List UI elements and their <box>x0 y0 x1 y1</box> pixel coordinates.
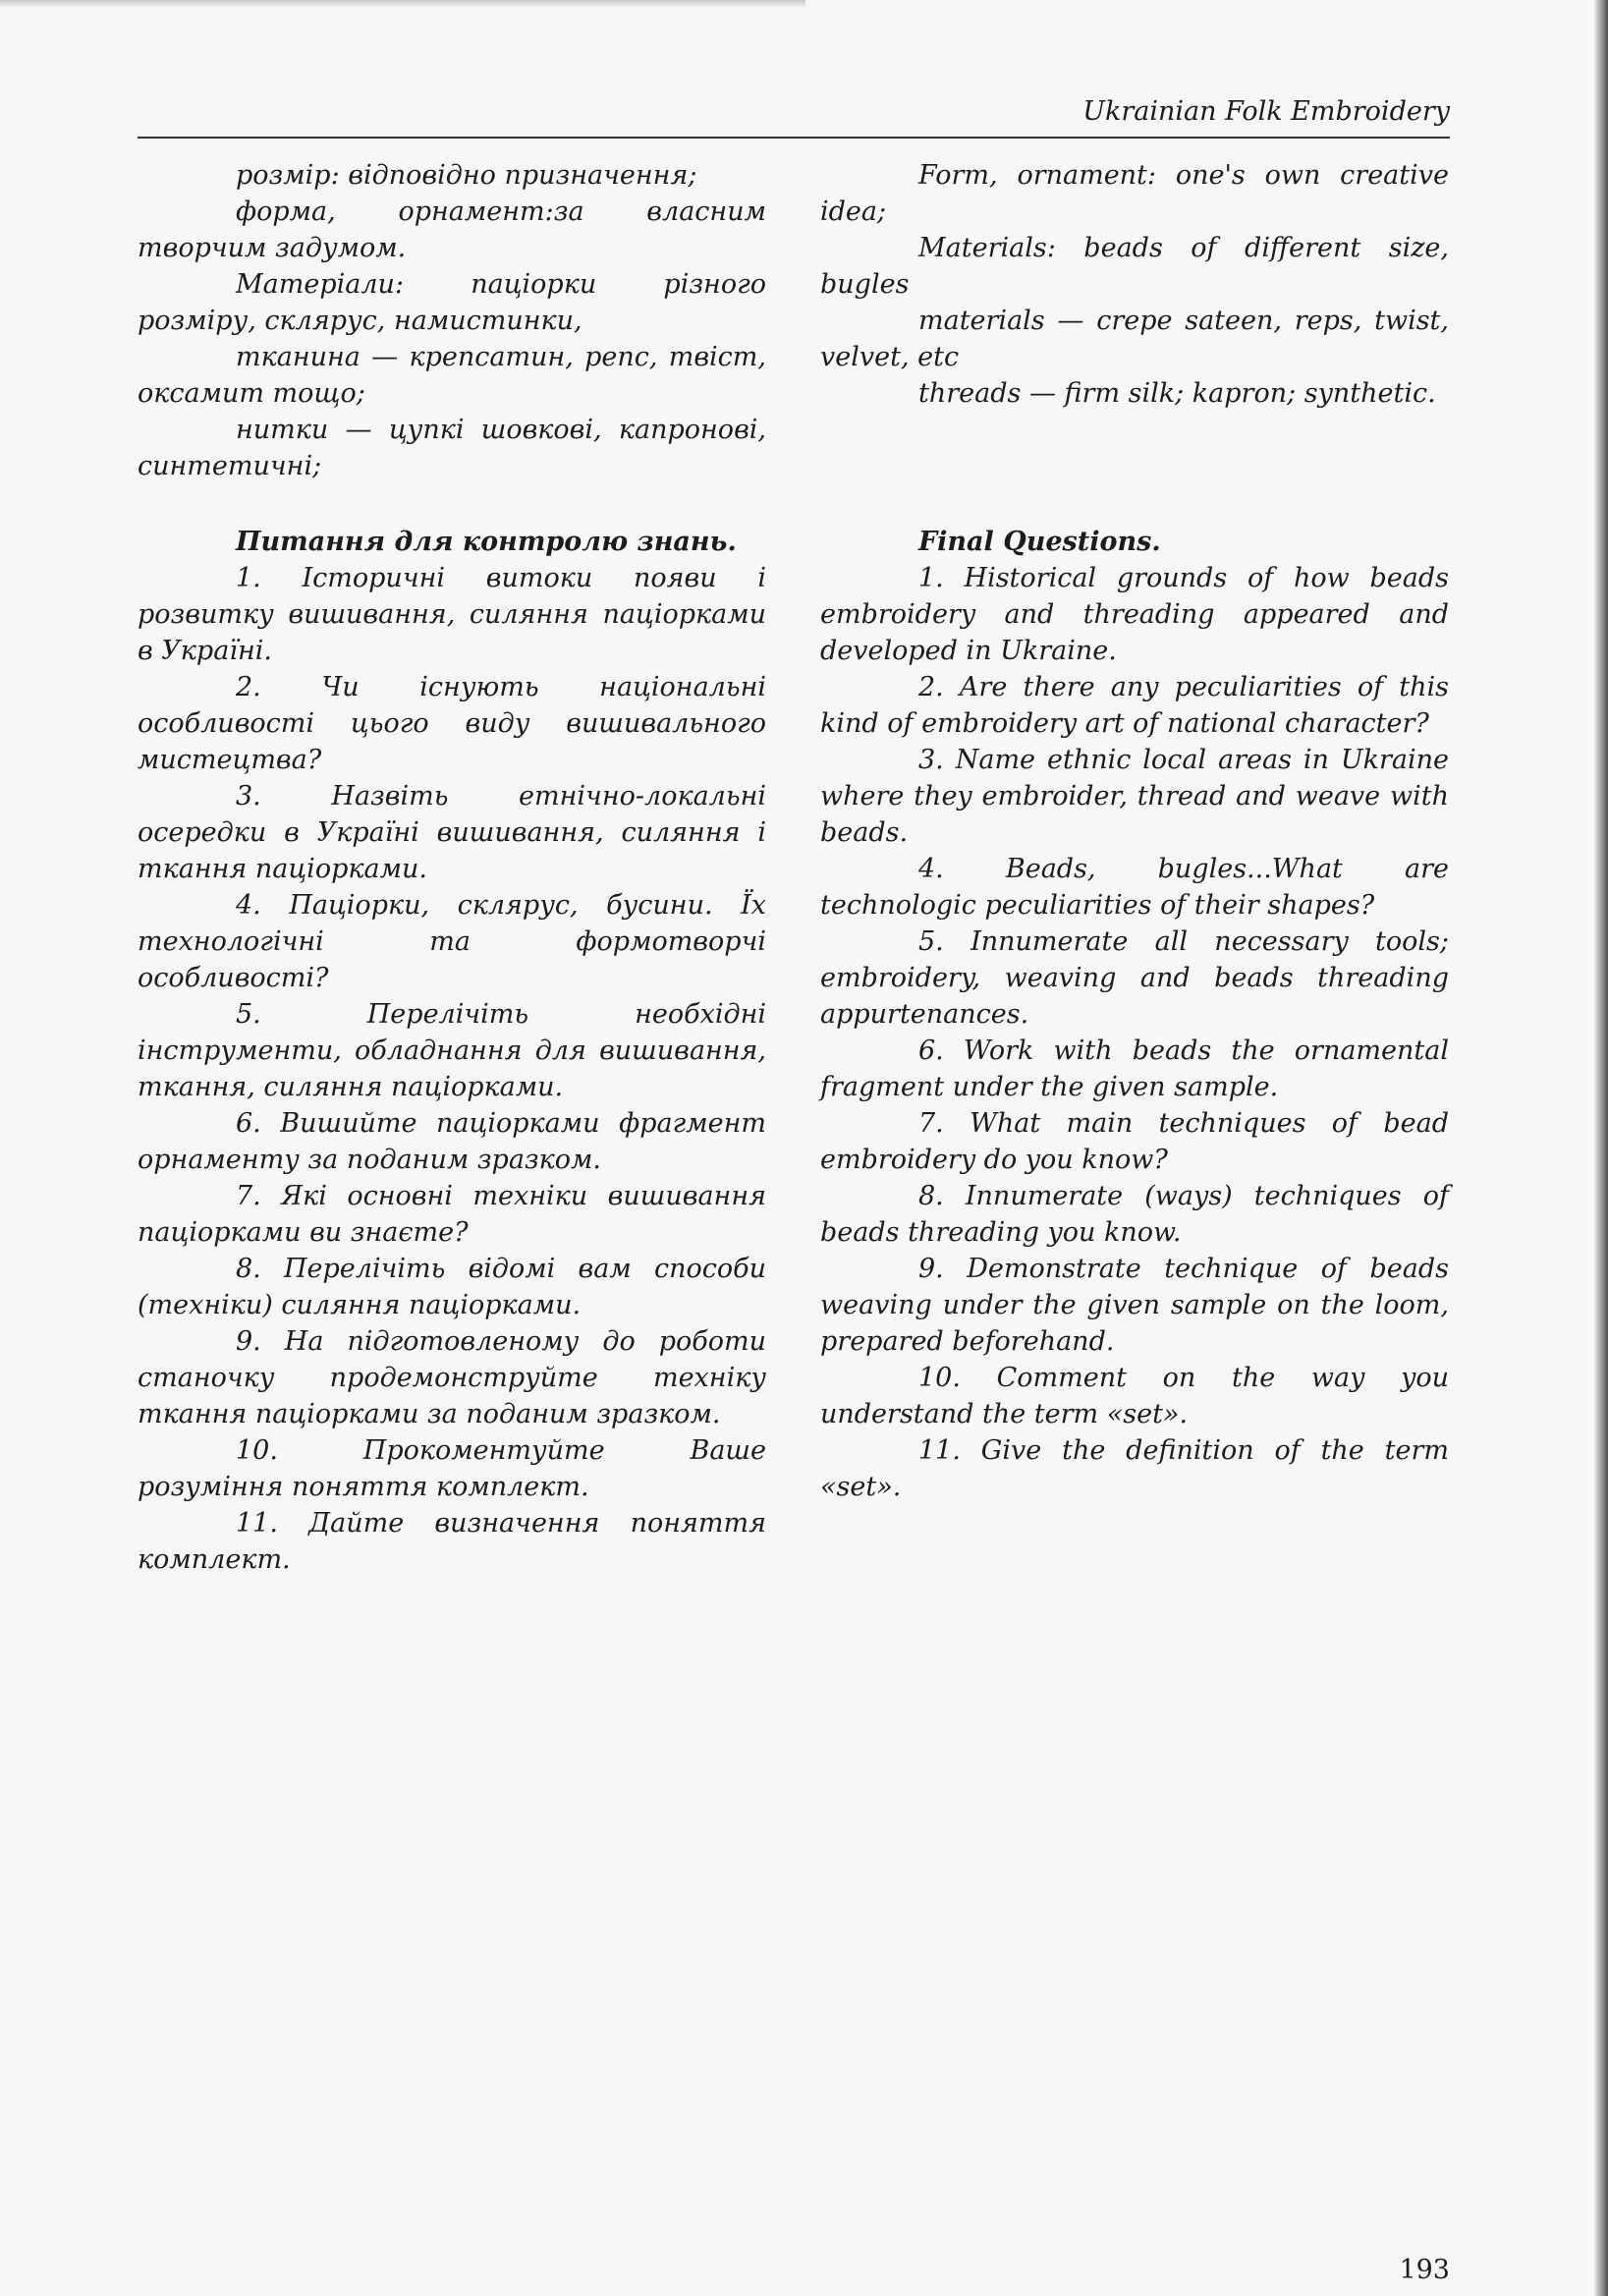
questions-heading: Питання для контролю знань. <box>236 527 737 557</box>
paragraph: materials — crepe sateen, reps, twist, velvet, etc <box>820 306 1449 372</box>
question-item: 7. Які основні техніки вишивання паціорками ви знаєте? <box>138 1181 766 1248</box>
header-rule <box>138 137 1450 139</box>
ukrainian-questions <box>138 524 766 1578</box>
paragraph: Form, ornament: one's own creative idea; <box>820 160 1449 227</box>
question-item: 1. Historical grounds of how beads embroidery and threading appeared and developed in Ukraine. <box>820 563 1449 666</box>
question-item: 4. Beads, bugles...What are technologic peculiarities of their shapes? <box>820 854 1449 921</box>
question-item: 10. Прокоментуйте Ваше розуміння поняття комплект. <box>138 1435 766 1502</box>
paragraph: форма, орнамент:за власним творчим задумом. <box>138 196 766 263</box>
paragraph: Матеріали: паціорки різного розміру, склярус, намистинки, <box>138 269 766 336</box>
paragraph: розмір: відповідно призначення; <box>236 160 697 191</box>
question-item: 1. Історичні витоки появи і розвитку вишивання, силяння паціорками в Україні. <box>138 563 766 666</box>
question-item: 9. На підготовленому до роботи станочку продемонструйте техніку ткання паціорками за поданим зразком. <box>138 1326 766 1429</box>
scan-edge-right <box>1594 0 1608 2296</box>
question-item: 3. Name ethnic local areas in Ukraine where they embroider, thread and weave with beads. <box>820 745 1449 848</box>
page-number: 193 <box>1399 2255 1450 2285</box>
question-item: 6. Вишийте паціорками фрагмент орнаменту за поданим зразком. <box>138 1108 766 1175</box>
paragraph: нитки — цупкі шовкові, капронові, синтетичні; <box>138 415 766 481</box>
running-head: Ukrainian Folk Embroidery <box>1082 96 1450 127</box>
english-column <box>820 157 1449 1502</box>
question-item: 11. Дайте визначення поняття комплект. <box>138 1508 766 1575</box>
question-item: 2. Чи існують національні особливості цього виду вишивального мистецтва? <box>138 672 766 775</box>
question-item: 3. Назвіть етнічно-локальні осередки в Україні вишивання, силяння і ткання паціорками. <box>138 781 766 884</box>
question-item: 6. Work with beads the ornamental fragment under the given sample. <box>820 1036 1449 1102</box>
question-item: 8. Innumerate (ways) techniques of beads threading you know. <box>820 1181 1449 1248</box>
ukrainian-materials <box>138 157 766 484</box>
question-item: 5. Innumerate all necessary tools; embroidery, weaving and beads threading appurtenances. <box>820 926 1449 1030</box>
question-item: 5. Перелічіть необхідні інструменти, обладнання для вишивання, ткання, силяння паціорками. <box>138 999 766 1102</box>
questions-heading: Final Questions. <box>918 527 1161 557</box>
scan-edge-top <box>0 0 805 7</box>
paragraph: threads — firm silk; kapron; synthetic. <box>918 378 1436 409</box>
ukrainian-column <box>138 157 766 1575</box>
paragraph: тканина — крепсатин, репс, твіст, оксамит тощо; <box>138 342 766 409</box>
question-item: 11. Give the definition of the term «set». <box>820 1435 1449 1502</box>
question-item: 7. What main techniques of bead embroidery do you know? <box>820 1108 1449 1175</box>
paragraph: Materials: beads of different size, bugles <box>820 233 1449 300</box>
question-item: 4. Паціорки, склярус, бусини. Їх технологічні та формотворчі особливості? <box>138 890 766 993</box>
question-item: 9. Demonstrate technique of beads weaving under the given sample on the loom, prepared beforehand. <box>820 1254 1449 1357</box>
question-item: 8. Перелічіть відомі вам способи (техніки) силяння паціорками. <box>138 1254 766 1320</box>
english-questions <box>820 524 1449 1505</box>
question-item: 2. Are there any peculiarities of this kind of embroidery art of national character? <box>820 672 1449 739</box>
question-item: 10. Comment on the way you understand the term «set». <box>820 1363 1449 1429</box>
english-materials <box>820 157 1449 412</box>
